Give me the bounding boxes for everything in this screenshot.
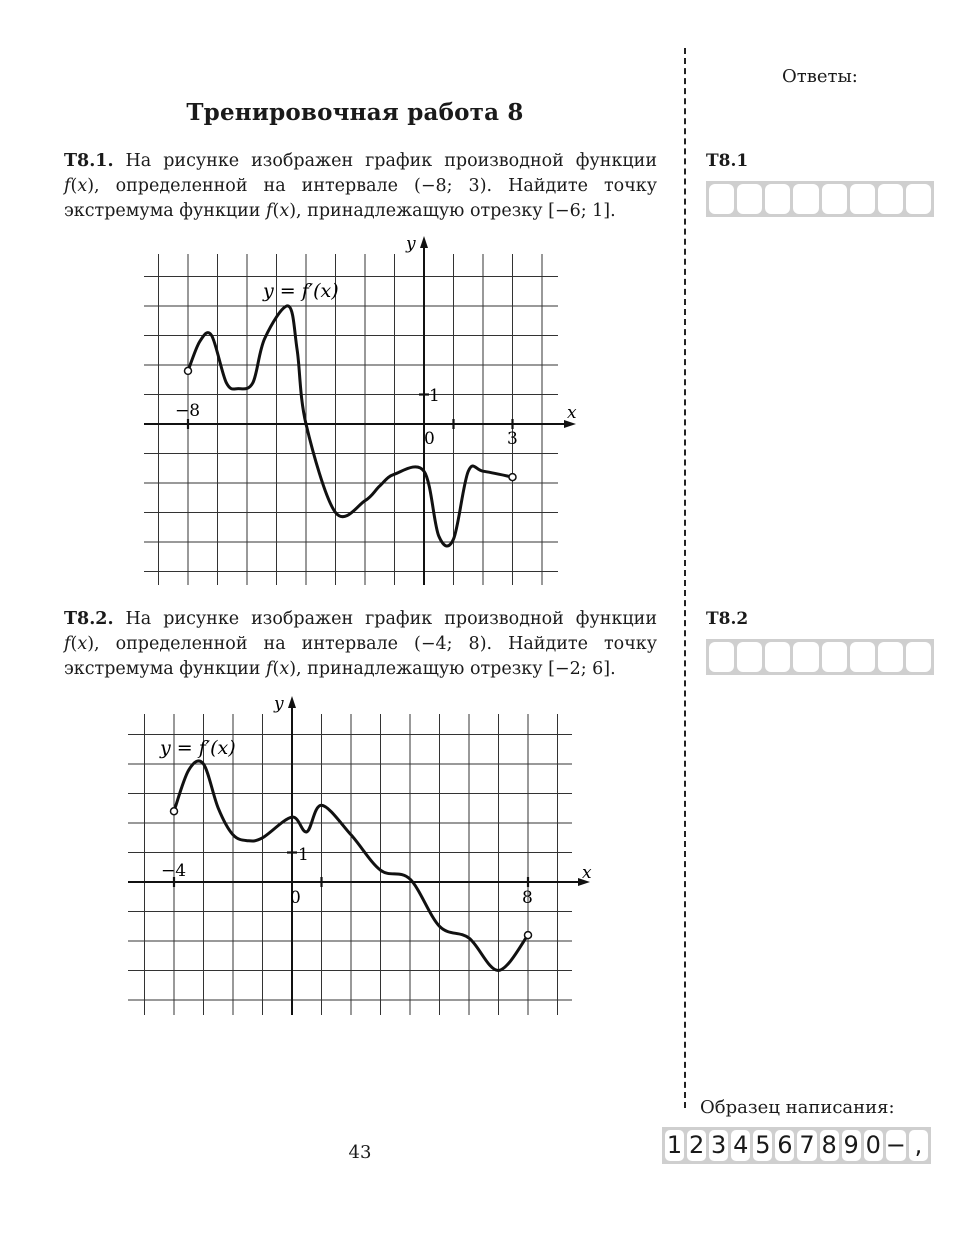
answer-2-label: T8.2: [706, 609, 749, 629]
y-axis-arrow: [288, 696, 296, 708]
sample-char: 6: [777, 1131, 793, 1159]
answer-2-boxes[interactable]: [706, 639, 934, 675]
chart-1: [130, 230, 590, 590]
y-axis-arrow: [420, 236, 428, 248]
answer-cell[interactable]: [906, 184, 931, 214]
chart-1-axis-x-label: x: [567, 403, 577, 423]
chart-1-open-start: [185, 367, 192, 374]
chart-1-axes: [144, 236, 576, 585]
chart-2-label: y = f′(x): [160, 737, 236, 759]
chart-2-tick-origin: 0: [290, 888, 301, 908]
chart-2-tick-x-right: 8: [522, 888, 533, 908]
chart-2-axis-x-label: x: [582, 863, 592, 883]
sample-char: 8: [821, 1131, 837, 1159]
sample-char: 0: [865, 1131, 881, 1159]
answer-cell[interactable]: [793, 184, 818, 214]
task-1-statement: [64, 149, 657, 224]
answer-cell[interactable]: [709, 642, 734, 672]
sample-char: 2: [688, 1131, 705, 1159]
chart-2: [118, 690, 598, 1020]
task-2-id: T8.2.: [64, 609, 114, 629]
answer-cell[interactable]: [906, 642, 931, 672]
sample-char: 1: [666, 1131, 683, 1159]
chart-2-grid: [128, 714, 572, 1015]
task-2-statement: [64, 607, 657, 682]
chart-2-axis-y-label: y: [274, 694, 284, 714]
answer-cell[interactable]: [765, 642, 790, 672]
answer-cell[interactable]: [737, 184, 762, 214]
answer-1-label: T8.1: [706, 151, 749, 171]
sample-title: Образец написания:: [700, 1097, 895, 1118]
answer-cell[interactable]: [850, 642, 875, 672]
answer-cell[interactable]: [878, 184, 903, 214]
sample-char: 3: [711, 1131, 727, 1159]
chart-1-tick-origin: 0: [424, 429, 435, 449]
chart-1-open-end: [509, 474, 516, 481]
chart-1-tick-x-right: 3: [507, 429, 518, 449]
page-title: Тренировочная работа 8: [186, 99, 524, 126]
page-number: 43: [348, 1142, 372, 1163]
sample-char: 7: [799, 1131, 815, 1159]
answer-cell[interactable]: [793, 642, 818, 672]
sample-char: ,: [909, 1130, 928, 1161]
sample-char: 5: [755, 1131, 771, 1159]
answer-cell[interactable]: [765, 184, 790, 214]
chart-1-tick-y-one: 1: [429, 386, 440, 406]
chart-2-open-start: [171, 808, 178, 815]
answer-cell[interactable]: [737, 642, 762, 672]
chart-2-tick-y-one: 1: [298, 845, 309, 865]
answer-cell[interactable]: [822, 642, 847, 672]
task-2-text: На рисунке изображен график производной функции f(x), определенной на интервале (−4; 8). Найдите точку экстремума функции f(x), принадлежащую отрезку [−2; 6].: [64, 609, 657, 679]
answer-cell[interactable]: [709, 184, 734, 214]
writing-sample: [662, 1127, 931, 1164]
chart-2-open-end: [525, 932, 532, 939]
sample-char: 4: [733, 1131, 749, 1159]
task-1-text: На рисунке изображен график производной функции f(x), определенной на интервале (−8; 3). Найдите точку экстремума функции f(x), принадлежащую отрезку [−6; 1].: [64, 151, 657, 221]
chart-1-label: y = f′(x): [263, 280, 339, 302]
sample-char: −: [885, 1131, 906, 1159]
chart-1-tick-x-left: −8: [175, 401, 201, 421]
answer-cell[interactable]: [822, 184, 847, 214]
chart-1-axis-y-label: y: [406, 234, 416, 254]
chart-2-tick-x-left: −4: [161, 861, 187, 881]
sample-char: 9: [843, 1131, 859, 1159]
cut-line: [684, 48, 686, 1108]
answer-cell[interactable]: [878, 642, 903, 672]
chart-1-grid: [144, 254, 558, 585]
answers-header: Ответы:: [782, 66, 858, 87]
task-1-id: T8.1.: [64, 151, 114, 171]
chart-1-curve: [188, 306, 513, 546]
answer-1-boxes[interactable]: [706, 181, 934, 217]
answer-cell[interactable]: [850, 184, 875, 214]
